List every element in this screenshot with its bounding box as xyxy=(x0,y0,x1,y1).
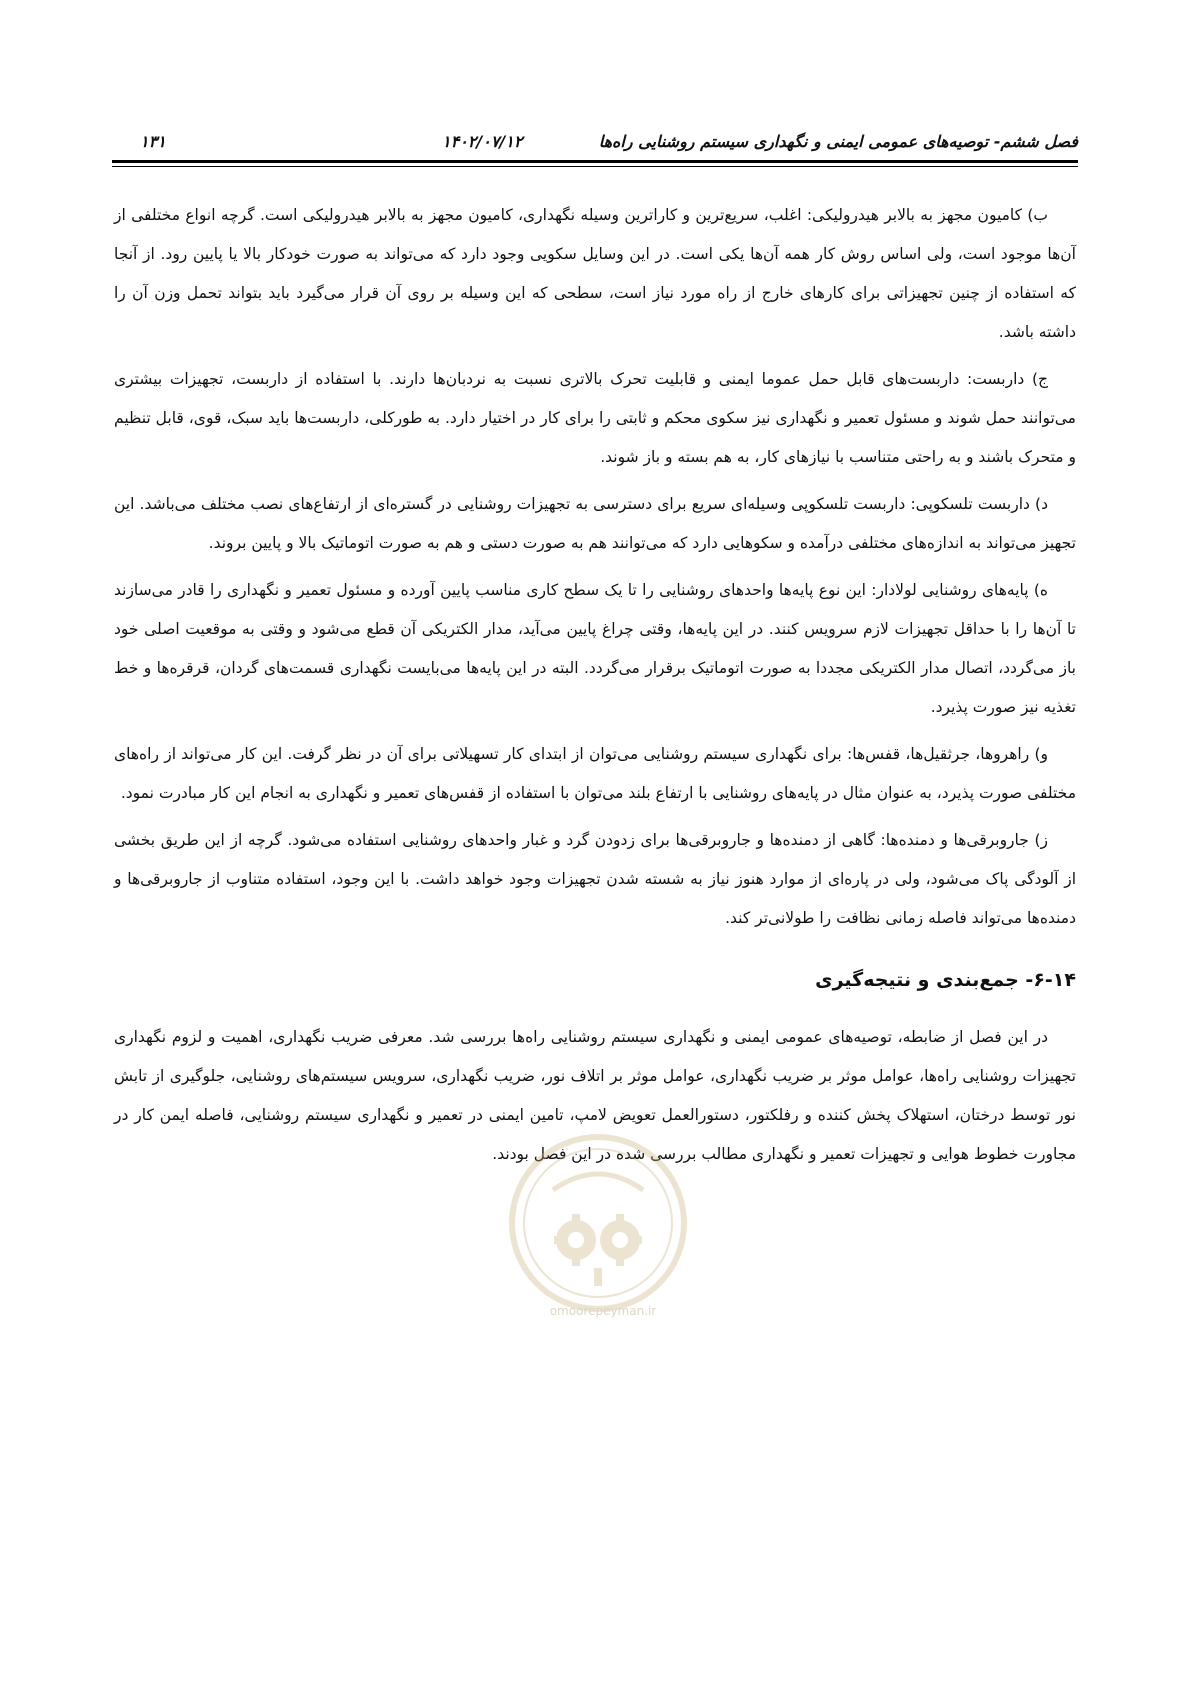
paragraph-telescopic: د) داربست تلسکوپی: داربست تلسکوپی وسیله‌ای سریع برای دسترسی به تجهیزات روشنایی در گستره‌ای از ارتفاع‌های نصب مختلف می‌باشد. این تجهیز می‌تواند به اندازه‌های مختلفی درآمده و سکوهایی دارد که می‌توانند هم به صورت دستی و هم به صورت اتوماتیک بالا و پایین بروند. xyxy=(114,495,1076,552)
page-number: ۱۳۱ xyxy=(140,132,166,151)
paragraph-walkways: و) راهروها، جرثقیل‌ها، قفس‌ها: برای نگهداری سیستم روشنایی می‌توان از ابتدای کار تسهیلاتی برای آن در نظر گرفت. این کار می‌تواند از راه‌های مختلفی صورت پذیرد، به عنوان مثال در پایه‌های روشنایی با ارتفاع بلند می‌توان با استفاده از قفس‌های تعمیر و نگهداری به انجام این کار مبادرت نمود. xyxy=(114,745,1076,802)
page-body xyxy=(114,196,1076,1182)
paragraph-scaffold: ج) داربست: داربست‌های قابل حمل عموما ایمنی و قابلیت تحرک بالاتری نسبت به نردبان‌ها دارند. با استفاده از داربست، تجهیزات بیشتری می‌توانند حمل شوند و مسئول تعمیر و نگهداری نیز سکوی محکم و ثابتی را برای کار در اختیار دارد. به طورکلی، داربست‌ها باید سبک، قوی، قابل تنظیم و متحرک باشند و به راحتی متناسب با نیازهای کار، به هم بسته و باز شوند. xyxy=(114,370,1076,466)
paragraph-vacuums: ز) جاروبرقی‌ها و دمنده‌ها: گاهی از دمنده‌ها و جاروبرقی‌ها برای زدودن گرد و غبار واحدهای روشنایی استفاده می‌شود. گرچه از این طریق بخشی از آلودگی پاک می‌شود، ولی در پاره‌ای از موارد هنوز نیاز به شسته شدن تجهیزات وجود خواهد داشت. با این وجود، استفاده متناوب از جاروبرقی‌ها و دمنده‌ها می‌تواند فاصله زمانی نظافت را طولانی‌تر کند. xyxy=(114,831,1076,927)
chapter-title: فصل ششم- توصیه‌های عمومی ایمنی و نگهداری سیستم روشنایی راه‌ها xyxy=(598,132,1078,151)
page-header xyxy=(112,128,1078,158)
watermark-text: omoorepeyman.ir xyxy=(549,1304,657,1318)
header-rule-thin xyxy=(112,166,1078,167)
header-rule-thick xyxy=(112,160,1078,163)
section-summary: در این فصل از ضابطه، توصیه‌های عمومی ایمنی و نگهداری سیستم روشنایی راه‌ها بررسی شد. معرفی ضریب نگهداری، اهمیت و لزوم نگهداری تجهیزات روشنایی راه‌ها، عوامل موثر بر ضریب نگهداری، عوامل موثر بر اتلاف نور، ضریب نگهداری، سرویس سیستم‌های روشنایی، جلوگیری از تابش نور توسط درختان، استهلاک پخش کننده و رفلکتور، دستورالعمل تعویض لامپ، تامین ایمنی در تعمیر و نگهداری سیستم روشنایی، فاصله ایمن کار در مجاورت خطوط هوایی و تجهیزات تعمیر و نگهداری مطالب بررسی شده در این فصل بودند. xyxy=(114,1028,1076,1163)
header-date: ۱۴۰۲/۰۷/۱۲ xyxy=(442,132,523,151)
section-heading: ۶-۱۴- جمع‌بندی و نتیجه‌گیری xyxy=(815,969,1076,991)
paragraph-hinged-poles: ه) پایه‌های روشنایی لولادار: این نوع پایه‌ها واحدهای روشنایی را تا یک سطح کاری مناسب پایین آورده و مسئول تعمیر و نگهداری را قادر می‌سازند تا آن‌ها را با حداقل تجهیزات لازم سرویس کنند. در این پایه‌ها، وقتی چراغ پایین می‌آید، مدار الکتریکی آن قطع می‌شود و وقتی به موقعیت اصلی خود باز می‌گردد، اتصال مدار الکتریکی مجددا به صورت اتوماتیک برقرار می‌گردد. البته در این پایه‌ها می‌بایست نگهداری قسمت‌های گردان، قرقره‌ها و خط تغذیه نیز صورت پذیرد. xyxy=(114,581,1076,716)
paragraph-truck: ب) کامیون مجهز به بالابر هیدرولیکی: اغلب، سریع‌ترین و کاراترین وسیله نگهداری، کامیون مجهز به بالابر هیدرولیکی است. گرچه انواع مختلفی از آن‌ها موجود است، ولی اساس روش کار همه آن‌ها یکی است. در این وسایل سکویی وجود دارد که می‌تواند به صورت خودکار بالا یا پایین رود. از آنجا که استفاده از چنین تجهیزاتی برای کارهای خارج از راه مورد نیاز است، سطحی که این وسیله بر روی آن قرار می‌گیرد باید بتواند تحمل وزن آن را داشته باشد. xyxy=(114,206,1076,341)
